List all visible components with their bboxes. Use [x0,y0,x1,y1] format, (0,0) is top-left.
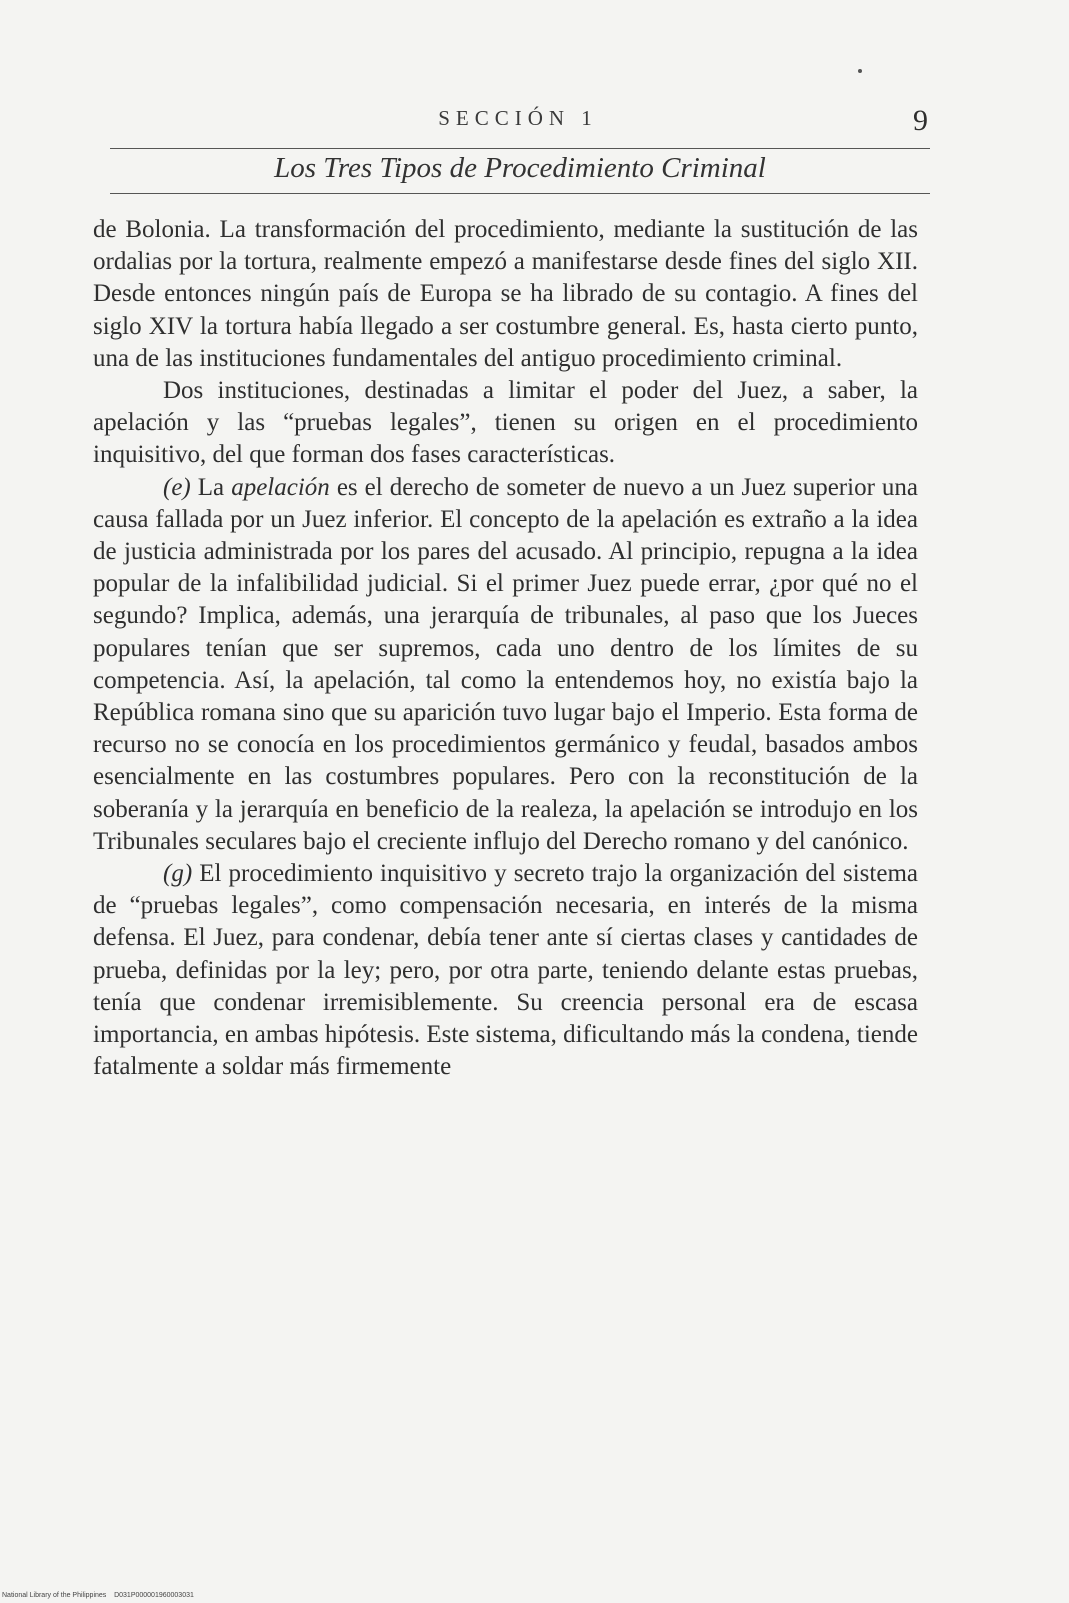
scan-id: D031P000001960003031 [114,1592,194,1599]
scan-speck [858,69,862,73]
header-rule-top [110,148,930,149]
running-title: Los Tres Tipos de Procedimiento Criminal [274,152,766,184]
section-label: SECCIÓN 1 [438,106,598,130]
scan-footer [2,1592,194,1599]
paragraph-3-rest: es el derecho de someter de nuevo a un Juez superior una causa fallada por un Juez inferior. El concepto de la apelación es extraño a la idea de justicia administrada por los pares del acusado. Al principio, repugna a la idea popular de la infalibilidad judicial. Si el primer Juez puede errar, ¿por qué no el segundo? Implica, además, una jerarquía de tribunales, al paso que los Jueces populares tenían que ser supremos, cada uno dentro de los límites de su competencia. Así, la apelación, tal como la entendemos hoy, no existía bajo la República romana sino que su aparición tuvo lugar bajo el Imperio. Esta forma de recurso no se conocía en los procedimientos germánico y feudal, basados ambos esencialmente en las costumbres populares. Pero con la reconstitución de la soberanía y la jerarquía en beneficio de la realeza, la apelación se introdujo en los Tribunales seculares bajo el creciente influjo del Derecho romano y del canónico. [93,473,919,855]
body-text [93,214,918,1083]
paragraph-3 [93,472,918,858]
paragraph-4 [93,858,918,1083]
page-number: 9 [913,104,928,137]
page-header [108,104,928,144]
paragraph-3-marker: (e) [163,473,191,501]
paragraph-3-lead: La [197,473,225,501]
paragraph-2: Dos instituciones, destinadas a limitar el poder del Juez, a saber, la apelación y las “pruebas legales”, tienen su origen en el procedimiento inquisitivo, del que forman dos fases características. [93,377,918,469]
paragraph-4-rest: El procedimiento inquisitivo y secreto trajo la organización del sistema de “pruebas legales”, como compensación necesaria, en interés de la misma defensa. El Juez, para condenar, debía tener ante sí ciertas clases y cantidades de prueba, definidas por la ley; pero, por otra parte, teniendo delante estas pruebas, tenía que condenar irremisiblemente. Su creencia personal era de escasa importancia, en ambas hipótesis. Este sistema, dificultando más la condena, tiende fatalmente a soldar más firmemente [93,860,918,1081]
library-credit: National Library of the Philippines [2,1592,107,1599]
header-rule-bottom [110,193,930,194]
paragraph-1: de Bolonia. La transformación del procedimiento, mediante la sustitución de las ordalias por la tortura, realmente empezó a manifestarse desde fines del siglo XII. Desde entonces ningún país de Europa se ha librado de su contagio. A fines del siglo XIV la tortura había llegado a ser costumbre general. Es, hasta cierto punto, una de las instituciones fundamentales del antiguo procedimiento criminal. [93,216,918,372]
paragraph-4-marker: (g) [163,860,193,888]
paragraph-3-term: apelación [231,473,330,501]
